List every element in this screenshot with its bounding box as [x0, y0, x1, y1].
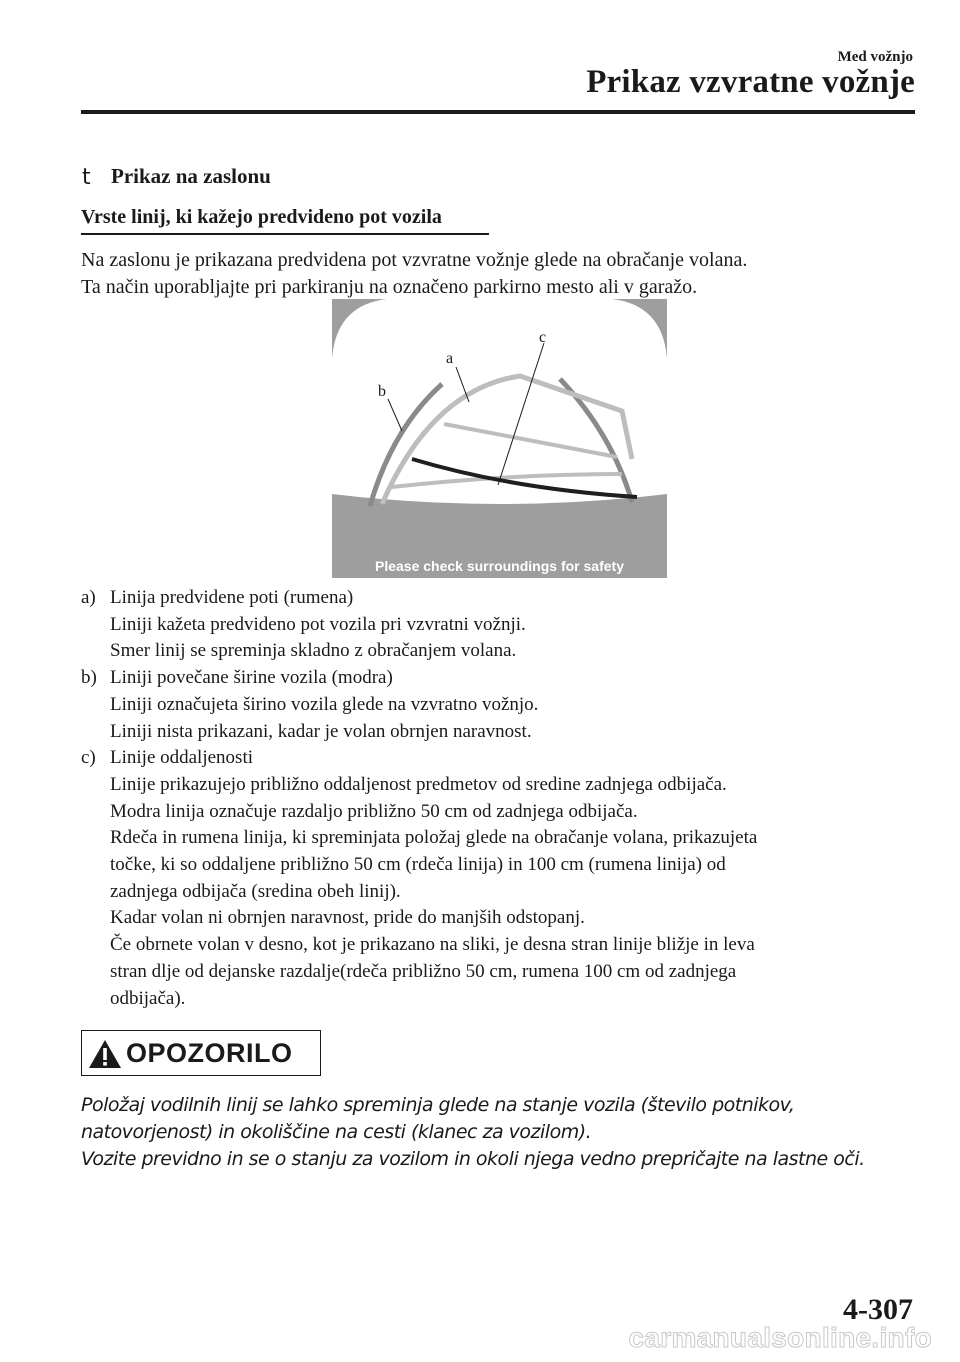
camera-display-figure: [332, 299, 667, 578]
page-number: 4-307: [843, 1293, 913, 1326]
label-b: b: [378, 383, 386, 400]
definition-c-line-5: zadnjega odbijača (sredina obeh linij).: [110, 880, 401, 902]
warning-box: [81, 1030, 321, 1076]
definition-a-label: a): [81, 587, 96, 608]
header-section-label: Med vožnjo: [837, 49, 913, 65]
definition-b-line-2: Liniji nista prikazani, kadar je volan obrnjen naravnost.: [110, 720, 532, 742]
intro-line-1: Na zaslonu je prikazana predvidena pot vzvratne vožnje glede na obračanje volana.: [81, 249, 748, 271]
page-title: Prikaz vzvratne vožnje: [586, 64, 915, 100]
display-safety-message: Please check surroundings for safety: [375, 558, 624, 574]
definition-c-line-1: Linije prikazujejo približno oddaljenost predmetov od sredine zadnjega odbijača.: [110, 773, 727, 795]
definition-c-line-4: točke, ki so oddaljene približno 50 cm (rdeča linija) in 100 cm (rumena linija) od: [110, 854, 726, 876]
label-a: a: [446, 350, 454, 367]
warning-triangle-icon: [88, 1039, 122, 1069]
section-title: Prikaz na zaslonu: [111, 164, 271, 188]
definition-c-title: Linije oddaljenosti: [110, 747, 254, 769]
definition-c-label: c): [81, 747, 96, 769]
intro-paragraph: [81, 247, 747, 301]
definition-c-line-3: Rdeča in rumena linija, ki spreminjata položaj glede na obračanje volana, prikazujeta: [110, 827, 758, 849]
camera-display-illustration: [332, 299, 667, 578]
definition-c-line-2: Modra linija označuje razdaljo približno 50 cm od zadnjega odbijača.: [110, 800, 638, 822]
site-watermark: carmanualsonline.info: [628, 1322, 932, 1353]
definition-b-title: Liniji povečane širine vozila (modra): [110, 667, 393, 689]
definition-a-title: Linija predvidene poti (rumena): [110, 587, 354, 608]
warning-label: OPOZORILO: [126, 1038, 293, 1068]
subsection-title: Vrste linij, ki kažejo predvideno pot vozila: [81, 206, 442, 228]
definition-b-line-1: Liniji označujeta širino vozila glede na vzvratno vožnjo.: [110, 693, 539, 715]
warning-line-1: Položaj vodilnih linij se lahko spreminja glede na stanje vozila (število potnikov,: [81, 1094, 795, 1116]
warning-line-3: Vozite previdno in se o stanju za vozilom in okoli njega vedno prepričajte na lastne oči.: [81, 1148, 865, 1170]
definition-c-line-8: stran dlje od dejanske razdalje(rdeča približno 50 cm, rumena 100 cm od zadnjega: [110, 960, 737, 982]
definition-c-line-9: odbijača).: [110, 987, 186, 1009]
definition-a-line-2: Smer linij se spreminja skladno z obračanjem volana.: [110, 640, 517, 662]
definition-c-title-row: [81, 745, 757, 772]
definition-c-line-6: Kadar volan ni obrnjen naravnost, pride do manjših odstopanj.: [110, 907, 585, 929]
definition-b-title-row: [81, 665, 757, 692]
section-bullet: t: [82, 165, 91, 190]
header-rule: [81, 110, 915, 114]
label-c: c: [539, 329, 547, 346]
definitions-list: [81, 585, 757, 1012]
definition-a-line-1: Liniji kažeta predvideno pot vozila pri vzvratni vožnji.: [110, 613, 526, 635]
subsection-underline: [81, 233, 489, 235]
definition-a-title-row: [81, 585, 757, 612]
warning-line-2: natovorjenost) in okoliščine na cesti (klanec za vozilom).: [81, 1121, 592, 1143]
definition-b-label: b): [81, 667, 97, 689]
intro-line-2: Ta način uporabljajte pri parkiranju na označeno parkirno mesto ali v garažo.: [81, 276, 698, 298]
warning-text: [81, 1092, 865, 1173]
definition-c-line-7: Če obrnete volan v desno, kot je prikazano na sliki, je desna stran linije bližje in leva: [110, 934, 755, 956]
